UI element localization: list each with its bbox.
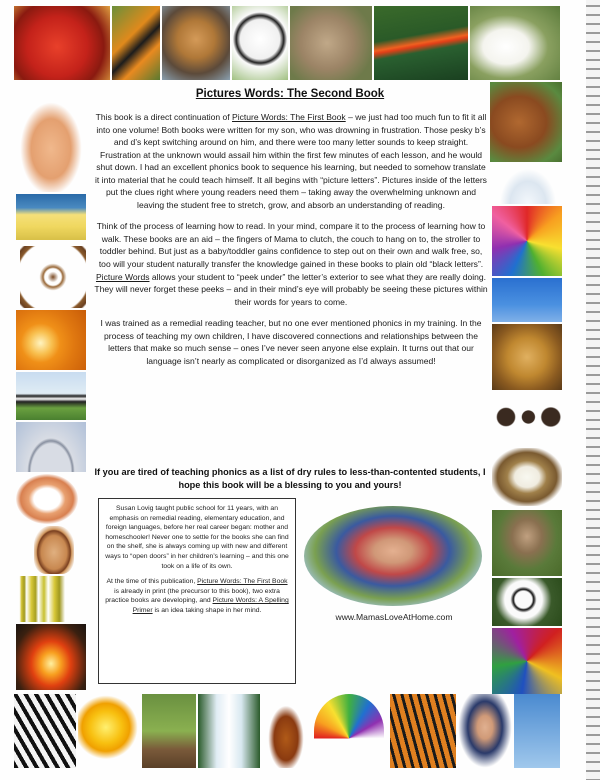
cat-photo: [162, 6, 230, 80]
soldier-photo: [458, 694, 512, 768]
violin-photo: [262, 694, 310, 768]
quilt-photo: [492, 628, 562, 694]
bio-paragraph-1: Susan Lovig taught public school for 11 years, with an emphasis on remedial reading, elementary education, and foreign languages, before her real career began: mother and homeschooler! Never one to settle for the books she can find on the shelf, she is always coming up with new and different ways to “open doors” in her children’s learning – and this one took on a life of its own.: [105, 505, 289, 570]
panda-photo: [492, 578, 562, 626]
thumbs-up-photo: [16, 96, 86, 192]
picture-words-link: Picture Words: [95, 271, 150, 282]
butterfly-photo: [112, 6, 160, 80]
lion-photo: [492, 324, 562, 390]
vase-photo: [34, 526, 74, 574]
monkeys-photo: [492, 392, 562, 442]
spiral-binding: [586, 0, 600, 780]
fire-photo: [16, 624, 86, 690]
igloo-photo: [496, 164, 560, 204]
waterfall-photo: [198, 694, 260, 768]
jelly-beans-photo: [492, 206, 562, 276]
horses-photo: [490, 82, 562, 162]
author-bio-box: [98, 498, 296, 684]
website-url: www.MamasLoveAtHome.com: [335, 612, 453, 622]
zebra-photo: [14, 694, 76, 768]
chicks-photo: [16, 194, 86, 240]
umbrella-photo: [314, 694, 384, 768]
book-photo: [16, 474, 78, 524]
bold-statement: If you are tired of teaching phonics as a list of dry rules to less-than-contented students, I hope this book will be a blessing to you and yours!: [94, 467, 486, 490]
nest-photo: [492, 448, 562, 506]
first-book-title: Picture Words: The First Book: [197, 578, 288, 586]
sky-photo: [514, 694, 560, 768]
bio-paragraph-2: At the time of this publication, Picture Words: The First Book is already in print (the precursor to this book), two extra practice books are developing, and Picture Words: A Spelling Primer is an idea taking shape in her mind.: [105, 578, 289, 614]
kite-photo: [492, 278, 562, 322]
paragraph-2: Think of the process of learning how to read. In your mind, compare it to the process of learning how to walk. These books are an aid – the fingers of Mama to clutch, the couch to hang on to, the stroller to toddler behind. But just as a baby/toddler gains confidence to step out on their own and walk free, so, too will your student naturally transfer the knowledge gained in these books to plain old “black letters”. Picture Words allows your student to “peek under” the letter’s exterior to see what they are really doing. They will never forget these peeks – and in their mind’s eye will probably be seeing these pictures within their words for years to come.: [94, 221, 488, 307]
page-title: Pictures Words: The Second Book: [195, 88, 385, 100]
body-text: [94, 111, 488, 376]
goat-photo: [470, 6, 560, 80]
cow-photo: [16, 372, 86, 420]
yolk-photo: [78, 694, 140, 768]
paragraph-3: I was trained as a remedial reading teacher, but no one ever mentioned phonics in my training. In the process of teaching my own children, I have discovered connections and relationships between the letters that make so much sense – ones I’ve never seen anyone else explain. It turns out that our language isn’t nearly as complicated or disorganized as I’d always assumed!: [100, 318, 482, 366]
axe-photo: [142, 694, 196, 768]
first-book-link: Picture Words: The First Book: [232, 112, 346, 122]
bottles-photo: [16, 576, 86, 622]
arch-photo: [16, 422, 86, 472]
elephant-photo: [290, 6, 372, 80]
apple-photo: [14, 6, 110, 80]
oranges-photo: [16, 310, 86, 370]
tiger-photo: [390, 694, 456, 768]
spelling-primer-title: Picture Words: A Spelling Primer: [132, 597, 289, 614]
family-photo: [304, 506, 482, 606]
ostrich-photo: [492, 510, 562, 576]
fish-photo: [374, 6, 468, 80]
wagon-wheel-photo: [20, 246, 86, 308]
paragraph-1: This book is a direct continuation of Picture Words: The First Book – we just had too much fun to fit it all into one volume! Both books were written for my son, who was drowning in frustration. Those pesky b’s and d’s kept switching around on him, and there were too many letter sounds to keep straight. Frustration at the unknown would assail him within the first few minutes of each lesson, and he would shut down. I had an excellent phonics book to sequence his learning, but needed to somehow translate it into material that he could teach himself. It all begins with “picture letters”. Pictures inside of the letters put the clues right where young readers need them – taking away the overwhelming unknown and leaving the student free to stretch, grow, and absorb an understanding of reading.: [95, 112, 487, 210]
dalmatian-photo: [232, 6, 288, 80]
